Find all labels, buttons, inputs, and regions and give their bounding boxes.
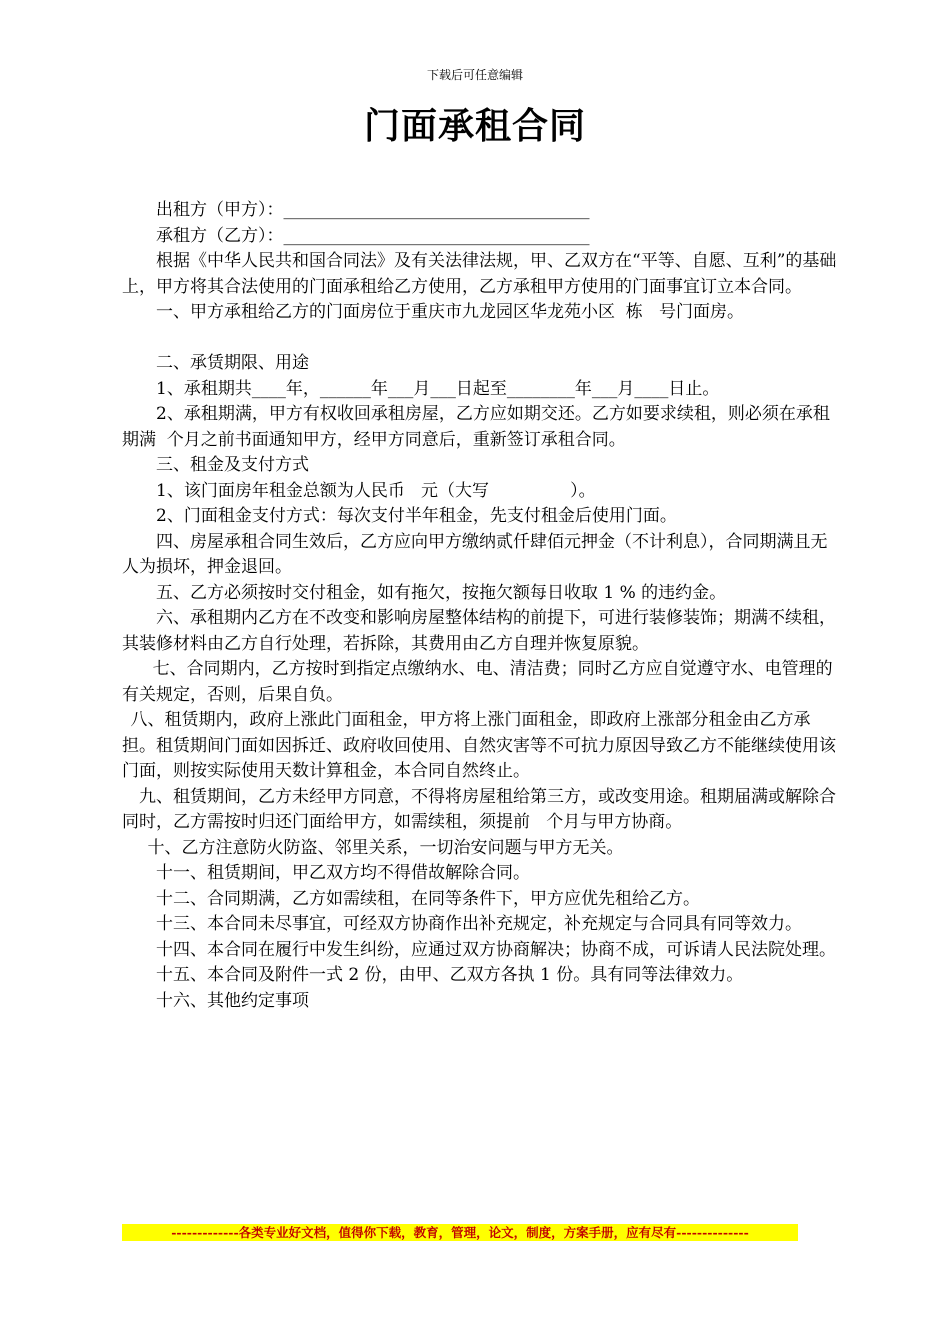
contract-paragraph: 承租方（乙方）：____________________________________ xyxy=(156,225,590,246)
contract-paragraph: 三、租金及支付方式 xyxy=(156,455,309,475)
contract-paragraph: 根据《中华人民共和国合同法》及有关法律法规，甲、乙双方在“平等、自愿、互利”的基础上，甲方将其合法使用的门面承租给乙方使用，乙方承租甲方使用的门面事宜订立本合同。 xyxy=(122,251,837,297)
blank-line xyxy=(122,326,842,352)
contract-paragraph: 2、承租期满，甲方有权收回承租房屋，乙方应如期交还。乙方如要求续租，则必须在承租期满 个月之前书面通知甲方，经甲方同意后，重新签订承租合同。 xyxy=(122,404,830,450)
contract-paragraph: 1、该门面房年租金总额为人民币 元（大写 ）。 xyxy=(156,480,596,501)
contract-paragraph: 十三、本合同未尽事宜，可经双方协商作出补充规定，补充规定与合同具有同等效力。 xyxy=(156,914,802,934)
footer-banner: -------------各类专业好文档，值得你下载，教育，管理，论文，制度，方案手册，应有尽有-------------- xyxy=(122,1224,798,1241)
contract-paragraph: 十五、本合同及附件一式 2 份，由甲、乙双方各执 1 份。具有同等法律效力。 xyxy=(156,965,744,985)
contract-paragraph: 2、门面租金支付方式：每次支付半年租金，先支付租金后使用门面。 xyxy=(156,506,677,526)
contract-paragraph: 十、乙方注意防火防盗、邻里关系，一切治安问题与甲方无关。 xyxy=(147,837,624,858)
contract-paragraph: 四、房屋承租合同生效后，乙方应向甲方缴纳贰仟肆佰元押金（不计利息），合同期满且无人为损坏，押金退回。 xyxy=(122,531,828,577)
contract-paragraph: 一、甲方承租给乙方的门面房位于重庆市九龙园区华龙苑小区 栋 号门面房。 xyxy=(156,302,745,322)
contract-paragraph: 七、合同期内，乙方按时到指定点缴纳水、电、清洁费；同时乙方应自觉遵守水、电管理的有关规定，否则，后果自负。 xyxy=(122,659,833,705)
contract-body xyxy=(122,198,842,1014)
header-note: 下载后可任意编辑 xyxy=(426,68,523,82)
contract-paragraph: 1、承租期共____年，______年___月___日起至________年___月____日止。 xyxy=(156,378,720,399)
contract-paragraph: 九、租赁期间，乙方未经甲方同意，不得将房屋租给第三方，或改变用途。租期届满或解除合同时，乙方需按时归还门面给甲方，如需续租，须提前 个月与甲方协商。 xyxy=(122,786,836,832)
contract-paragraph: 八、租赁期内，政府上涨此门面租金，甲方将上涨门面租金，即政府上涨部分租金由乙方承担。租赁期间门面如因拆迁、政府收回使用、自然灾害等不可抗力原因导致乙方不能继续使用该门面，则按实际使用天数计算租金，本合同自然终止。 xyxy=(122,710,836,781)
contract-paragraph: 二、承赁期限、用途 xyxy=(156,353,309,373)
contract-paragraph: 十二、合同期满，乙方如需续租，在同等条件下，甲方应优先租给乙方。 xyxy=(156,888,700,909)
document-title: 门面承租合同 xyxy=(363,105,586,147)
contract-paragraph: 出租方（甲方）：____________________________________ xyxy=(156,200,590,220)
contract-paragraph: 十一、租赁期间，甲乙双方均不得借故解除合同。 xyxy=(156,863,530,883)
contract-paragraph: 十六、其他约定事项 xyxy=(156,990,309,1011)
contract-paragraph: 五、乙方必须按时交付租金，如有拖欠，按拖欠额每日收取 1 % 的违约金。 xyxy=(156,582,727,603)
contract-paragraph: 十四、本合同在履行中发生纠纷，应通过双方协商解决；协商不成，可诉请人民法院处理。 xyxy=(156,939,836,960)
contract-paragraph: 六、承租期内乙方在不改变和影响房屋整体结构的前提下，可进行装修装饰；期满不续租，其装修材料由乙方自行处理，若拆除，其费用由乙方自理并恢复原貌。 xyxy=(122,608,836,654)
